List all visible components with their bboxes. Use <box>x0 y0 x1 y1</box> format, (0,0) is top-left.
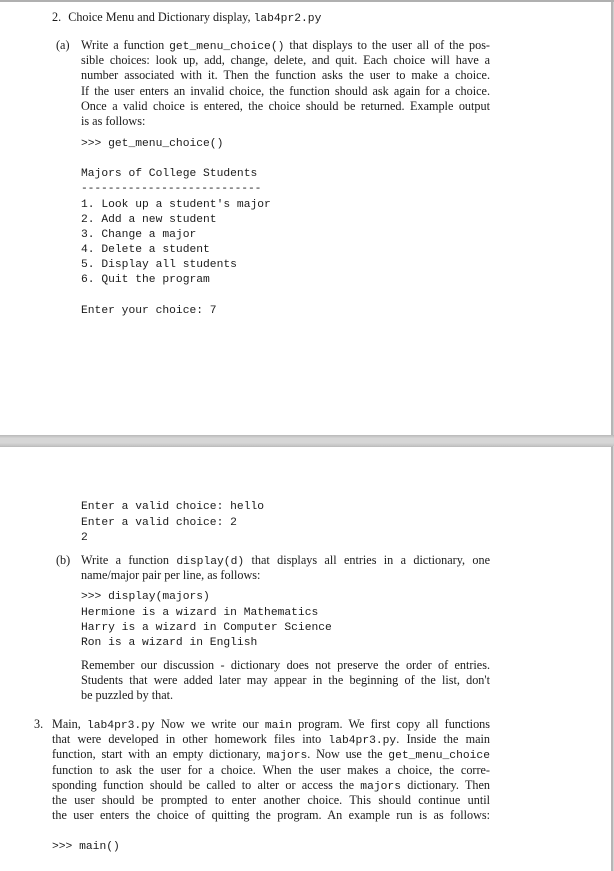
code-output-line: Ron is a wizard in English <box>81 637 258 649</box>
paragraph-line: name/major pair per line, as follows: <box>81 568 261 583</box>
code-menu-item: 1. Look up a student's major <box>81 199 271 211</box>
paragraph-line: Students that were added later may appear in the beginning of the list, don't <box>81 673 490 688</box>
paragraph-line: the user should be prompted to enter another choice. This should continue until <box>52 792 490 807</box>
code-example-call: >>> get_menu_choice() <box>81 138 224 150</box>
document-page-1 <box>0 2 613 435</box>
code-menu-item: 2. Add a new student <box>81 214 217 226</box>
code-continued-line: Enter a valid choice: 2 <box>81 517 237 529</box>
part-b-note <box>81 658 490 704</box>
paragraph-line: function to ask the user for a choice. When the user makes a choice, the corre- <box>52 762 490 777</box>
code-output-line: Hermione is a wizard in Mathematics <box>81 607 319 619</box>
code-example-call: >>> display(majors) <box>81 591 210 603</box>
section-3-description <box>52 717 490 823</box>
code-menu-item: 6. Quit the program <box>81 274 210 286</box>
paragraph-line: that were developed in other homework files into lab4pr3.py. Inside the main <box>52 732 490 748</box>
code-menu-item: 4. Delete a student <box>81 244 210 256</box>
code-menu-title: Majors of College Students <box>81 168 258 180</box>
paragraph-line: be puzzled by that. <box>81 688 174 703</box>
code-output-line: Harry is a wizard in Computer Science <box>81 622 332 634</box>
paragraph-line: function, start with an empty dictionary, majors. Now use the get_menu_choice <box>52 747 490 763</box>
section-3-number: 3. <box>34 717 44 731</box>
paragraph-line: Write a function get_menu_choice() that displays to the user all of the pos- <box>81 38 490 53</box>
paragraph-line: sponding function should be called to alter or access the majors dictionary. Then <box>52 777 490 793</box>
document-page-2 <box>0 446 613 871</box>
paragraph-line: Once a valid choice is entered, the choice should be returned. Example output <box>81 98 490 113</box>
code-main-call: >>> main() <box>52 841 120 853</box>
part-a-description <box>81 38 490 129</box>
paragraph-line: Write a function display(d) that displays all entries in a dictionary, one <box>81 553 491 568</box>
page-break-separator <box>0 435 614 446</box>
section-title: Choice Menu and Dictionary display, <box>68 10 254 24</box>
paragraph-line: sible choices: look up, add, change, delete, and quit. Each choice will have a <box>81 53 490 68</box>
part-a-label: (a) <box>56 38 70 52</box>
code-continued-line: Enter a valid choice: hello <box>81 501 265 513</box>
paragraph-line: Main, lab4pr3.py Now we write our main program. We first copy all functions <box>52 717 490 732</box>
section-filename: lab4pr2.py <box>253 13 322 25</box>
code-menu-item: 5. Display all students <box>81 259 237 271</box>
code-menu-separator: --------------------------- <box>81 183 262 195</box>
paragraph-line: is as follows: <box>81 113 146 128</box>
section-2-heading <box>52 10 321 27</box>
paragraph-line: the user enters the choice of quitting the program. An example run is as follows: <box>52 808 490 823</box>
part-b-label: (b) <box>56 553 71 567</box>
code-prompt-line: Enter your choice: 7 <box>81 305 217 317</box>
code-menu-item: 3. Change a major <box>81 229 197 241</box>
part-b-description <box>81 553 490 583</box>
code-return-value: 2 <box>81 532 88 544</box>
section-number: 2. <box>52 10 62 24</box>
paragraph-line: If the user enters an invalid choice, the function should ask again for a choice. <box>81 83 490 98</box>
paragraph-line: Remember our discussion - dictionary does not preserve the order of entries. <box>81 658 490 672</box>
paragraph-line: number associated with it. Then the function asks the user to make a choice. <box>81 68 490 83</box>
